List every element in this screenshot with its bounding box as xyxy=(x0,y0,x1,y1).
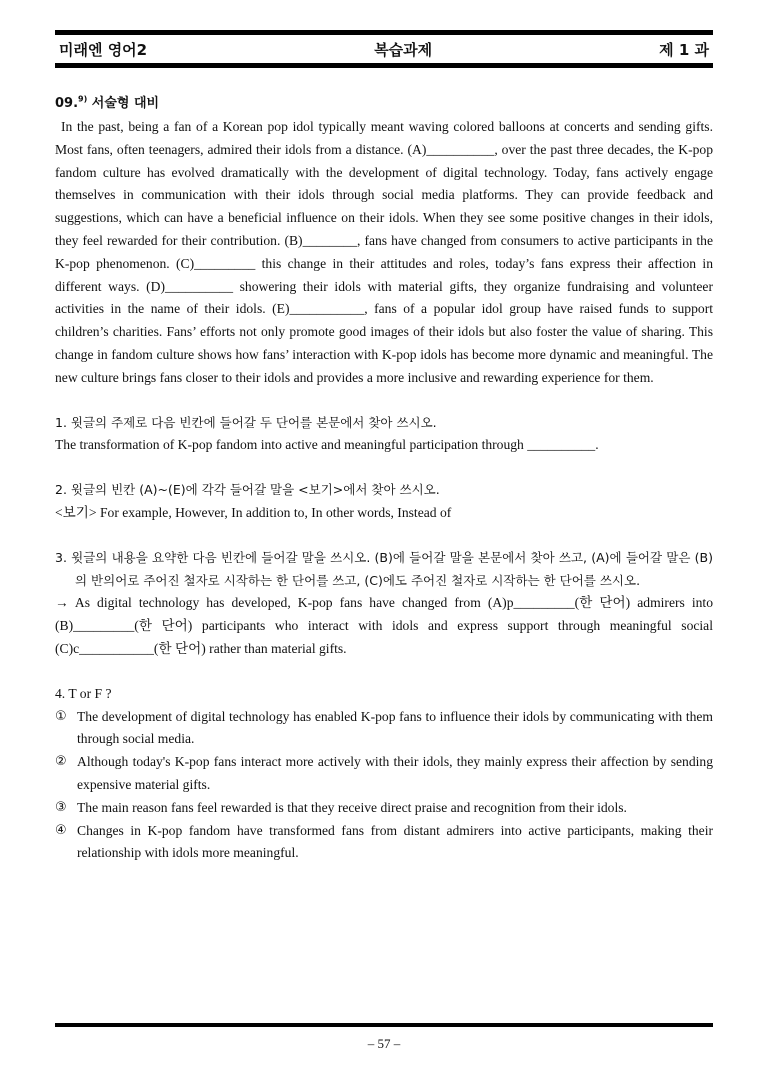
question-2 xyxy=(55,479,713,525)
worksheet-page xyxy=(55,30,713,865)
header-assignment: 복습과제 xyxy=(374,40,433,59)
option-text: Although today's K-pop fans interact more actively with their idols, they mainly express their affection by sending expensive material gifts. xyxy=(77,754,713,792)
option-number: ② xyxy=(55,754,67,770)
option-text: The main reason fans feel rewarded is that they receive direct praise and recognition from their idols. xyxy=(77,799,627,815)
option-text: The development of digital technology has enabled K-pop fans to influence their idols by communicating with them through social media. xyxy=(77,708,713,747)
question-3-prompt: 3. 윗글의 내용을 요약한 다음 빈칸에 들어갈 말을 쓰시오. (B)에 들어갈 말을 본문에서 찾아 쓰고, (A)에 들어갈 말은 (B)의 반의어로 주어진 철자로 시작하는 한 단어를 쓰고, (C)에도 주어진 철자로 시작하는 한 단어를 쓰시오. xyxy=(55,549,713,588)
option-text: Changes in K-pop fandom have transformed fans from distant admirers into active participants, making their relationship with idols more meaningful. xyxy=(77,822,713,861)
section-heading xyxy=(55,92,713,111)
section-title: 서술형 대비 xyxy=(91,96,160,111)
question-4-option xyxy=(55,820,713,866)
question-4-option xyxy=(55,797,713,820)
question-4-option xyxy=(55,706,713,752)
header-bar xyxy=(55,35,713,63)
option-number: ③ xyxy=(55,799,67,815)
reading-passage: In the past, being a fan of a Korean pop idol typically meant waving colored balloons at concerts and sending gifts. Most fans, often teenagers, admired their idols from a distance. (A)__________, over the past three decades, the K-pop fandom culture has evolved dramatically with the development of digital technology. Today, fans actively engage themselves in communication with their idols through social media platforms. They can provide feedback and suggestions, which can have a beneficial influence on their idols. When they see some positive changes in their idols, they feel rewarded for their contribution. (B)________, fans have changed from consumers to active participants in the K-pop phenomenon. (C)_________ this change in their attitudes and roles, today’s fans express their affection in different ways. (D)__________ showering their idols with material gifts, they organize fundraising and volunteer activities in the name of their idols. (E)___________, fans of a popular idol group have raised funds to support children’s charities. Fans’ efforts not only promote good images of their idols but also foster the value of sharing. This change in fandom culture shows how fans’ interaction with K-pop idols has become more dynamic and meaningful. The new culture brings fans closer to their idols and provides a more inclusive and rewarding experience for them. xyxy=(55,119,713,385)
question-1 xyxy=(55,412,713,458)
question-2-prompt: 2. 윗글의 빈칸 (A)~(E)에 각각 들어갈 말을 <보기>에서 찾아 쓰시오. xyxy=(55,482,440,498)
footer-rule xyxy=(55,1023,713,1027)
question-4-option xyxy=(55,751,713,797)
question-1-body: The transformation of K-pop fandom into active and meaningful participation through __________. xyxy=(55,437,599,453)
header-bottom-rule xyxy=(55,63,713,68)
question-2-choice-box: <보기> For example, However, In addition to, In other words, Instead of xyxy=(55,504,452,520)
section-footnote: 9) xyxy=(78,94,88,104)
question-3-body: → As digital technology has developed, K-pop fans have changed from (A)p_________(한 단어) admirers into (B)_________(한 단어) participants who interact with idols and express support through meaningful social (C)c___________(한 단어) rather than material gifts. xyxy=(55,595,713,656)
question-1-prompt: 1. 윗글의 주제로 다음 빈칸에 들어갈 두 단어를 본문에서 찾아 쓰시오. xyxy=(55,414,437,430)
question-3 xyxy=(55,547,713,661)
option-number: ④ xyxy=(55,822,67,838)
header-lesson: 제 1 과 xyxy=(659,40,709,59)
question-4 xyxy=(55,683,713,865)
question-4-prompt: 4. T or F ? xyxy=(55,685,112,701)
option-number: ① xyxy=(55,708,67,724)
page-number: – 57 – xyxy=(367,1036,401,1051)
header-textbook: 미래엔 영어2 xyxy=(59,40,148,59)
section-number: 09. xyxy=(55,96,79,111)
